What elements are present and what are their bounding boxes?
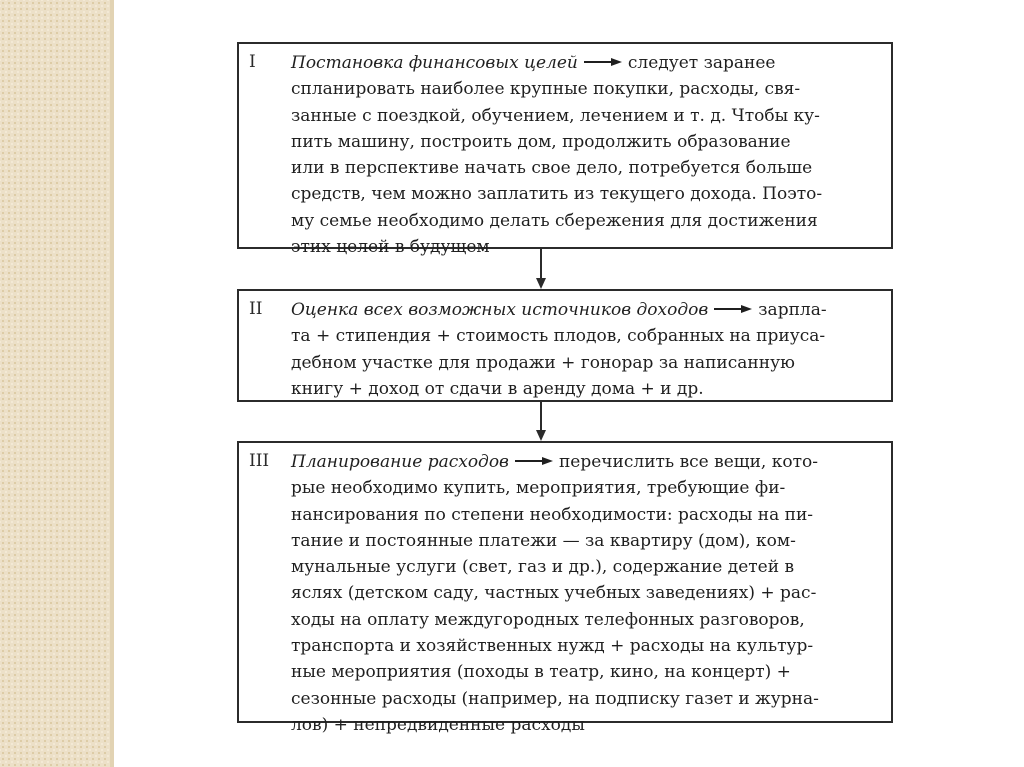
step-title: Постановка финансовых целей — [291, 53, 578, 73]
step-line: спланировать наиболее крупные покупки, расходы, свя- — [291, 79, 801, 100]
step-box-1 — [237, 42, 893, 258]
step-line: зарпла- — [758, 300, 827, 320]
step-line: дебном участке для продажи + гонорар за написанную — [291, 352, 795, 373]
step-box-2 — [237, 289, 893, 402]
step-line: транспорта и хозяйственных нужд + расходы на культур- — [291, 636, 814, 657]
step-text — [291, 297, 879, 402]
right-arrow-icon — [515, 456, 553, 466]
step-line: ходы на оплату междугородных телефонных разговоров, — [291, 609, 805, 630]
step-box-3 — [237, 441, 893, 735]
down-arrow-connector-2 — [531, 401, 551, 442]
step-line: пить машину, построить дом, продолжить образование — [291, 131, 791, 152]
step-line: перечислить все вещи, кото- — [558, 452, 818, 472]
step-numeral: III — [249, 451, 270, 471]
step-title: Планирование расходов — [291, 452, 509, 472]
step-line: или в перспективе начать свое дело, потребуется больше — [291, 158, 813, 179]
step-line: яслях (детском саду, частных учебных заведениях) + рас- — [291, 583, 817, 604]
step-line: рые необходимо купить, мероприятия, требующие фи- — [291, 478, 786, 499]
step-line: этих целей в будущем — [291, 237, 490, 258]
step-title: Оценка всех возможных источников доходов — [291, 300, 709, 320]
step-line: ные мероприятия (походы в театр, кино, на концерт) + — [291, 662, 791, 683]
step-line: мунальные услуги (свет, газ и др.), содержание детей в — [291, 557, 795, 578]
step-numeral: II — [249, 299, 263, 319]
down-arrow-connector-1 — [531, 248, 551, 290]
step-line: занные с поездкой, обучением, лечением и т. д. Чтобы ку- — [291, 105, 820, 126]
step-numeral: I — [249, 52, 256, 72]
step-line: тание и постоянные платежи — за квартиру (дом), ком- — [291, 530, 796, 551]
step-text — [291, 449, 879, 738]
decorative-side-strip — [0, 0, 110, 767]
step-line: средств, чем можно заплатить из текущего дохода. Поэто- — [291, 184, 823, 205]
step-line: сезонные расходы (например, на подписку газет и журна- — [291, 688, 819, 709]
step-text — [291, 50, 879, 260]
right-arrow-icon — [714, 304, 752, 314]
step-line: следует заранее — [627, 53, 776, 73]
step-line: та + стипендия + стоимость плодов, собранных на приуса- — [291, 326, 826, 347]
side-strip-edge — [110, 0, 114, 767]
right-arrow-icon — [584, 57, 622, 67]
step-line: нансирования по степени необходимости: расходы на пи- — [291, 504, 814, 525]
step-line: книгу + доход от сдачи в аренду дома + и др. — [291, 378, 704, 399]
step-line: лов) + непредвиденные расходы — [291, 714, 585, 735]
step-line: му семье необходимо делать сбережения для достижения — [291, 210, 818, 231]
